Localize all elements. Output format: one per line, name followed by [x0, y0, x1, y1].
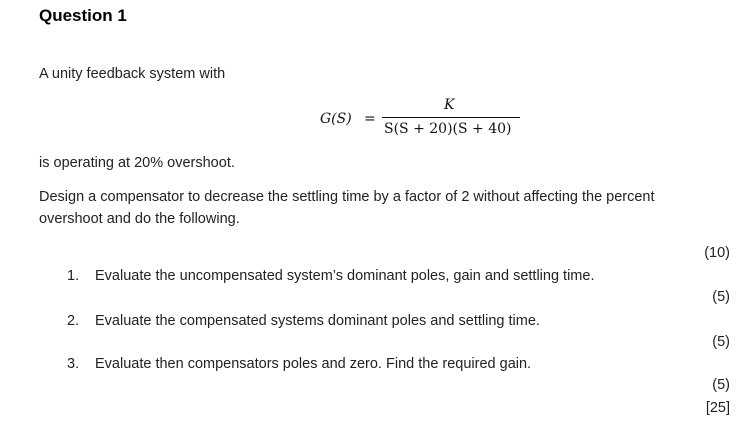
mark-label: (10) [704, 245, 730, 261]
list-item [67, 313, 540, 329]
list-item [67, 268, 594, 284]
fraction-bar [382, 117, 520, 118]
mark-label: (5) [712, 377, 730, 393]
formula-denominator: S(S + 20)(S + 40) [384, 121, 512, 137]
formula-equals: = [364, 111, 376, 127]
list-item [67, 356, 531, 372]
list-item-text: Evaluate the uncompensated system’s dominant poles, gain and settling time. [95, 268, 595, 284]
intro-text: A unity feedback system with [39, 66, 226, 82]
total-mark-label: [25] [705, 400, 730, 416]
design-text-line2: overshoot and do the following. [39, 211, 240, 227]
mark-label: (5) [712, 334, 730, 350]
formula-lhs: G(S) [320, 111, 352, 127]
list-item-text: Evaluate the compensated systems dominant poles and settling time. [95, 313, 540, 329]
design-text-line1: Design a compensator to decrease the settling time by a factor of 2 without affecting the percent [39, 189, 655, 205]
formula-numerator: K [444, 97, 455, 113]
overshoot-text: is operating at 20% overshoot. [39, 155, 235, 171]
list-item-number: 2. [67, 313, 80, 329]
list-item-text: Evaluate then compensators poles and zero. Find the required gain. [95, 356, 532, 372]
mark-label: (5) [712, 289, 730, 305]
question-title: Question 1 [39, 6, 127, 25]
list-item-number: 3. [67, 356, 80, 372]
list-item-number: 1. [67, 268, 80, 284]
